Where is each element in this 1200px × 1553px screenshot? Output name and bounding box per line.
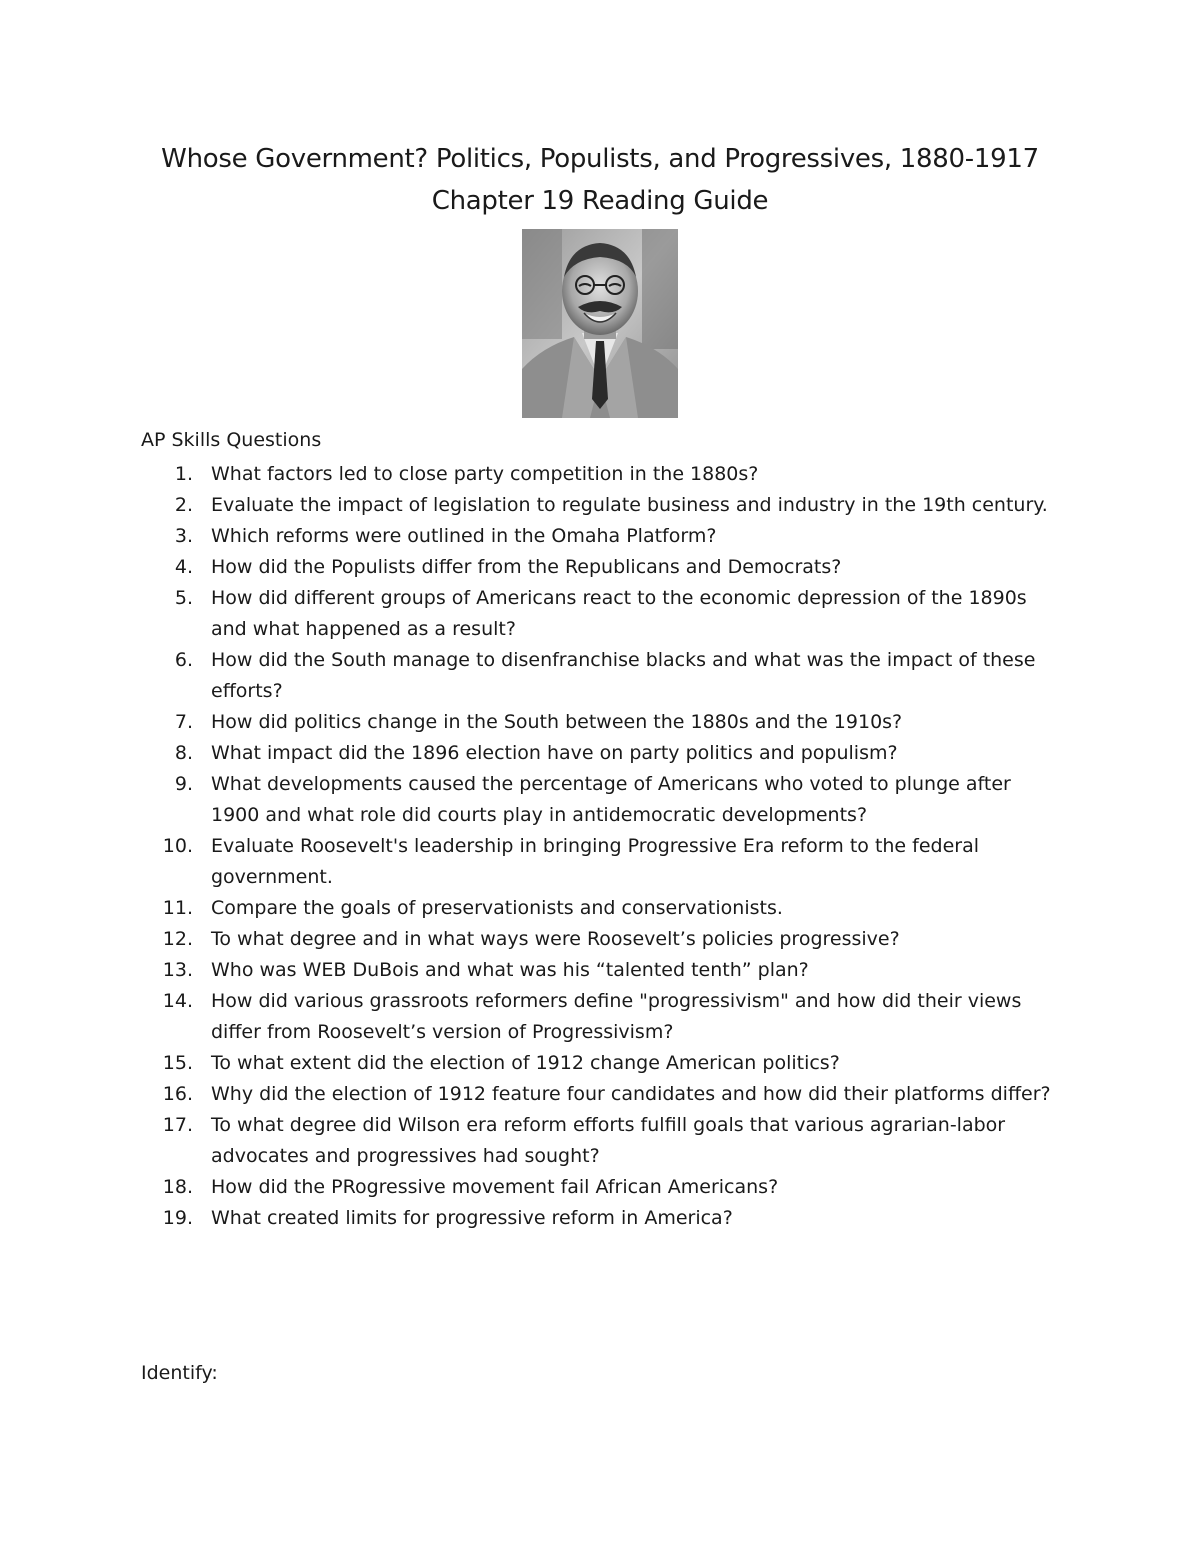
question-item xyxy=(0,769,1061,831)
question-number: 4. xyxy=(174,556,193,578)
question-number: 7. xyxy=(174,711,193,733)
question-number: 14. xyxy=(162,990,193,1012)
question-number: 18. xyxy=(162,1176,193,1198)
question-item xyxy=(0,552,1061,583)
question-text: How did the PRogressive movement fail African Americans? xyxy=(211,1176,779,1198)
question-item xyxy=(0,986,1061,1048)
question-number: 6. xyxy=(174,649,193,671)
question-text: Why did the election of 1912 feature four candidates and how did their platforms differ? xyxy=(211,1083,1051,1105)
question-text: Compare the goals of preservationists and conservationists. xyxy=(211,897,783,919)
question-text: How did the South manage to disenfranchise blacks and what was the impact of these efforts? xyxy=(211,649,1036,702)
question-text: How did the Populists differ from the Republicans and Democrats? xyxy=(211,556,842,578)
question-text: To what extent did the election of 1912 change American politics? xyxy=(211,1052,840,1074)
question-item xyxy=(0,955,1061,986)
question-number: 13. xyxy=(162,959,193,981)
question-item xyxy=(0,583,1061,645)
question-number: 9. xyxy=(174,773,193,795)
question-text: What impact did the 1896 election have on party politics and populism? xyxy=(211,742,898,764)
question-item xyxy=(0,738,1061,769)
question-item xyxy=(0,1079,1061,1110)
question-text: To what degree and in what ways were Roosevelt’s policies progressive? xyxy=(211,928,900,950)
question-text: Evaluate the impact of legislation to regulate business and industry in the 19th century. xyxy=(211,494,1048,516)
question-item xyxy=(0,924,1061,955)
question-item xyxy=(0,459,1061,490)
question-item xyxy=(0,707,1061,738)
section-heading: AP Skills Questions xyxy=(141,429,322,451)
question-number: 2. xyxy=(174,494,193,516)
document-subtitle: Chapter 19 Reading Guide xyxy=(431,186,769,216)
document-title: Whose Government? Politics, Populists, and Progressives, 1880-1917 xyxy=(161,144,1039,174)
question-item xyxy=(0,521,1061,552)
question-text: How did politics change in the South between the 1880s and the 1910s? xyxy=(211,711,903,733)
question-number: 3. xyxy=(174,525,193,547)
question-item xyxy=(0,1048,1061,1079)
question-number: 8. xyxy=(174,742,193,764)
question-item xyxy=(0,893,1061,924)
questions-list xyxy=(0,459,1200,1234)
question-text: What developments caused the percentage of Americans who voted to plunge after 1900 and what role did courts play in antidemocratic developments? xyxy=(211,773,1011,826)
question-text: Evaluate Roosevelt's leadership in bringing Progressive Era reform to the federal government. xyxy=(211,835,980,888)
question-item xyxy=(0,1172,1061,1203)
question-number: 17. xyxy=(162,1114,193,1136)
question-number: 11. xyxy=(162,897,193,919)
question-text: Which reforms were outlined in the Omaha Platform? xyxy=(211,525,717,547)
portrait-photo-icon xyxy=(522,229,678,418)
question-text: How did different groups of Americans react to the economic depression of the 1890s and what happened as a result? xyxy=(211,587,1027,640)
question-item xyxy=(0,645,1061,707)
question-item xyxy=(0,490,1061,521)
question-text: What created limits for progressive reform in America? xyxy=(211,1207,733,1229)
question-number: 5. xyxy=(174,587,193,609)
question-number: 16. xyxy=(162,1083,193,1105)
question-text: Who was WEB DuBois and what was his “talented tenth” plan? xyxy=(211,959,809,981)
question-text: What factors led to close party competition in the 1880s? xyxy=(211,463,759,485)
question-item xyxy=(0,831,1061,893)
question-item xyxy=(0,1110,1061,1172)
identify-heading: Identify: xyxy=(141,1362,218,1384)
question-number: 12. xyxy=(162,928,193,950)
question-item xyxy=(0,1203,1061,1234)
question-number: 10. xyxy=(162,835,193,857)
question-number: 1. xyxy=(174,463,193,485)
question-text: To what degree did Wilson era reform efforts fulfill goals that various agrarian-labor advocates and progressives had sought? xyxy=(211,1114,1006,1167)
question-text: How did various grassroots reformers define "progressivism" and how did their views differ from Roosevelt’s version of Progressivism? xyxy=(211,990,1022,1043)
question-number: 15. xyxy=(162,1052,193,1074)
question-number: 19. xyxy=(162,1207,193,1229)
